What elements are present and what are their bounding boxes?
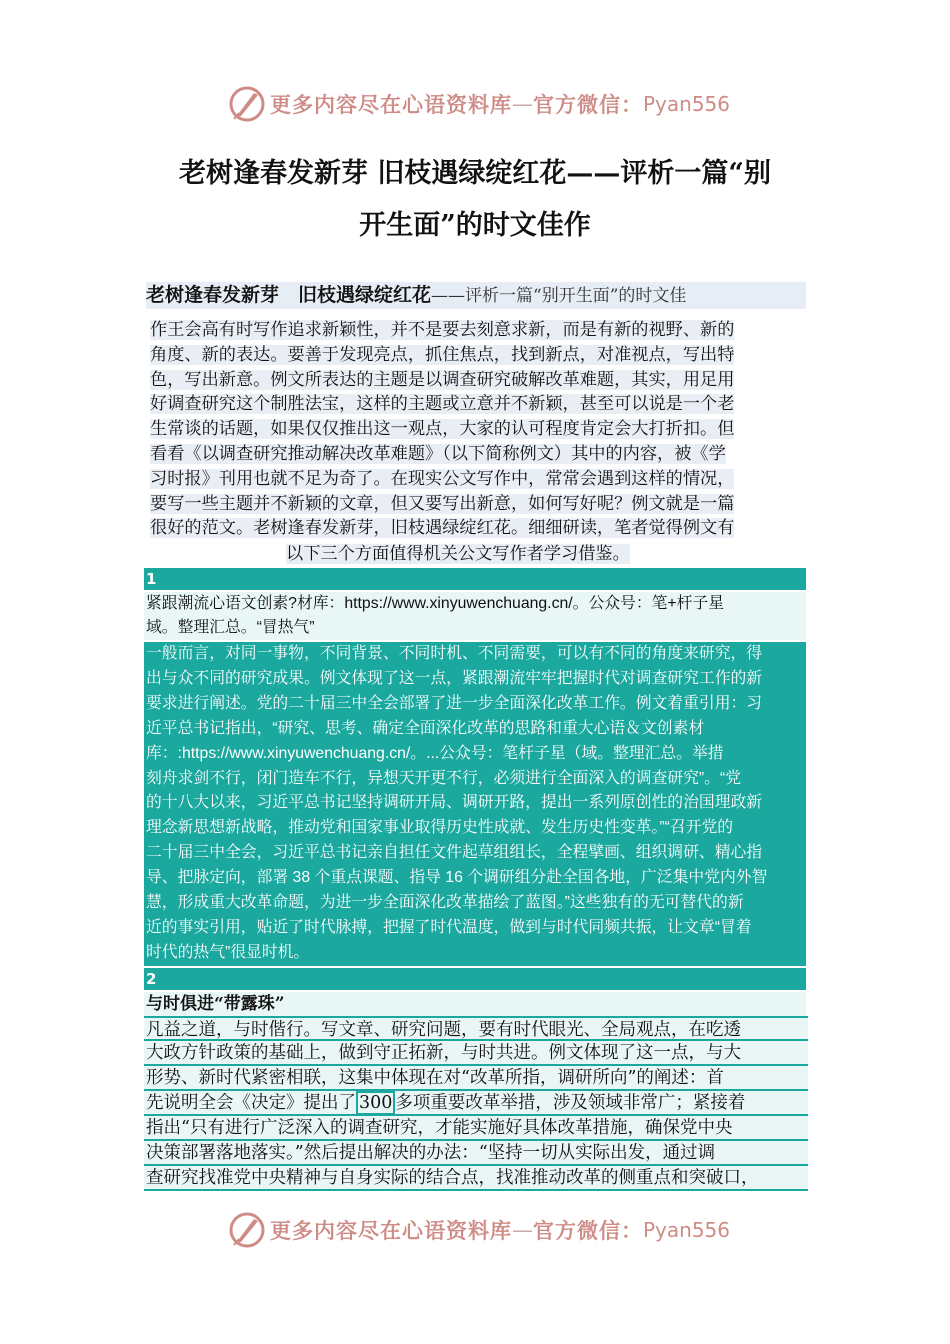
section-1-line: 导、把脉定向，部署 38 个重点课题、指导 16 个调研组分赴全国各地，广泛集中党内外智: [146, 869, 768, 887]
intro-line: 习时报》刊用也就不足为奇了。在现实公文写作中，常常会遇到这样的情况，: [150, 468, 735, 489]
article-subtitle: [146, 282, 806, 309]
section-1-line: 一般而言，对同一事物，不同背景、不同时机、不同需要，可以有不同的角度来研究，得: [146, 645, 763, 662]
intro-line: 看看《以调查研究推动解决改革难题》（以下简称例文）其中的内容，被《学: [150, 443, 726, 464]
intro-line: 要写一些主题并不新颖的文章，但又要写出新意，如何写好呢？例文就是一篇: [150, 493, 735, 514]
intro-line: 角度、新的表达。要善于发现亮点，抓住焦点，找到新点，对准视点，写出特: [150, 344, 735, 365]
banner-wechat-id: Pyan556: [643, 92, 731, 116]
section-2-line: 指出“只有进行广泛深入的调查研究，才能实施好具体改革措施，确保党中央: [144, 1116, 808, 1141]
section-1-line: 出与众不同的研究成果。例文体现了这一点，紧跟潮流牢牢把握时代对调查研究工作的新: [146, 669, 763, 687]
section-1-body: [144, 642, 806, 966]
footer-banner: [228, 1210, 730, 1250]
intro-line: 生常谈的话题，如果仅仅推出这一观点，大家的认可程度肯定会大打折扣。但: [150, 419, 735, 440]
section-1-line: 要求进行阐述。党的二十届三中全会部署了进一步全面深化改革工作。例文着重引用：习: [146, 694, 763, 712]
banner-official: 官方微信：: [533, 1219, 643, 1243]
subtitle-rest: ——评析一篇“别开生面”的时文佳: [431, 286, 687, 306]
section-1-line: 理念新思想新战略，推动党和国家事业取得历史性成就、发生历史性变革。”“召开党的: [146, 819, 734, 837]
banner-wechat-id: Pyan556: [643, 1218, 731, 1242]
section-1-head-line: 域。整理汇总。“冒热气”: [146, 619, 315, 636]
section-2-line-tail: 多项重要改革举措，涉及领域非常广；紧接着: [395, 1093, 746, 1113]
section-2-heading: 与时俱进“带露珠”: [144, 992, 806, 1016]
section-2-line: 决策部署落地落实。”然后提出解决的办法：“坚持一切从实际出发，通过调: [144, 1141, 808, 1166]
quill-logo-icon: [228, 1211, 266, 1249]
section-2-line: 形势、新时代紧密相联，这集中体现在对“改革所指，调研所向”的阐述：首: [144, 1066, 808, 1091]
section-2-line: 大政方针政策的基础上，做到守正拓新，与时共进。例文体现了这一点，与大: [144, 1041, 808, 1066]
section-1-line: 的十八大以来，习近平总书记坚持调研开局、调研开路，提出一系列原创性的治国理政新: [146, 794, 763, 812]
section-1-number: 1: [144, 568, 806, 590]
title-line-2: 开生面”的时文佳作: [359, 210, 591, 241]
section-1-line: 时代的热气”很显时机。: [146, 943, 310, 961]
section-1-line: 库：:https://www.xinyuwenchuang.cn/。...公众号：笔杆子星（域。整理汇总。举措: [146, 744, 724, 762]
banner-separator: —: [512, 1218, 533, 1242]
intro-last-line: 以下三个方面值得机关公文写作者学习借鉴。: [286, 544, 630, 564]
intro-paragraph: [150, 318, 802, 541]
section-2-line-text: 先说明全会《决定》提出了: [146, 1093, 356, 1113]
banner-text: 更多内容尽在心语资料库: [270, 1219, 512, 1243]
intro-line: 作王会高有时写作追求新颖性，并不是要去刻意求新，而是有新的视野、新的: [150, 320, 735, 340]
section-1-line: 慧，形成重大改革命题，为进一步全面深化改革描绘了蓝图。”这些独有的无可替代的新: [146, 894, 744, 912]
page-title: [120, 148, 830, 252]
quill-logo-icon: [228, 85, 266, 123]
intro-line: 色，写出新意。例文所表达的主题是以调查研究破解改革难题，其实，用足用: [150, 369, 735, 390]
section-2-body: [144, 1016, 808, 1191]
intro-line: 好调查研究这个制胜法宝，这样的主题或立意并不新颖，甚至可以说是一个老: [150, 394, 735, 415]
section-2-line: 查研究找准党中央精神与自身实际的结合点，找准推动改革的侧重点和突破口，: [144, 1166, 808, 1191]
section-1-head-line: 紧跟潮流心语文创素?材库：https://www.xinyuwenchuang.cn/。公众号：笔+杆子星: [146, 595, 725, 612]
banner-official: 官方微信：: [533, 93, 643, 117]
section-2-number: 2: [144, 968, 806, 990]
section-1-heading: [144, 592, 806, 640]
section-1-line: 近平总书记指出，“研究、思考、确定全面深化改革的思路和重大心语＆文创素材: [146, 719, 705, 737]
section-2-line: [144, 1091, 808, 1116]
subtitle-bold: 老树逢春发新芽 旧枝遇绿绽红花: [146, 284, 432, 306]
header-banner: [228, 84, 730, 124]
intro-line: 很好的范文。老树逢春发新芽，旧枝遇绿绽红花。细细研读，笔者觉得例文有: [150, 518, 735, 539]
section-1-line: 刻舟求剑不行，闭门造车不行，异想天开更不行，必须进行全面深入的调查研究”。“党: [146, 769, 742, 787]
section-1-line: 近的事实引用，贴近了时代脉搏，把握了时代温度，做到与时代同频共振，让文章“冒着: [146, 918, 752, 936]
boxed-number: 300: [356, 1091, 395, 1115]
banner-separator: —: [512, 92, 533, 116]
title-line-1: 老树逢春发新芽 旧枝遇绿绽红花——评析一篇“别: [179, 158, 771, 189]
banner-text: 更多内容尽在心语资料库: [270, 93, 512, 117]
section-1-line: 二十届三中全会，习近平总书记亲自担任文件起草组组长，全程擘画、组织调研、精心指: [146, 844, 763, 862]
section-2-line: 凡益之道，与时偕行。写文章、研究问题，要有时代眼光、全局观点，在吃透: [144, 1016, 808, 1041]
